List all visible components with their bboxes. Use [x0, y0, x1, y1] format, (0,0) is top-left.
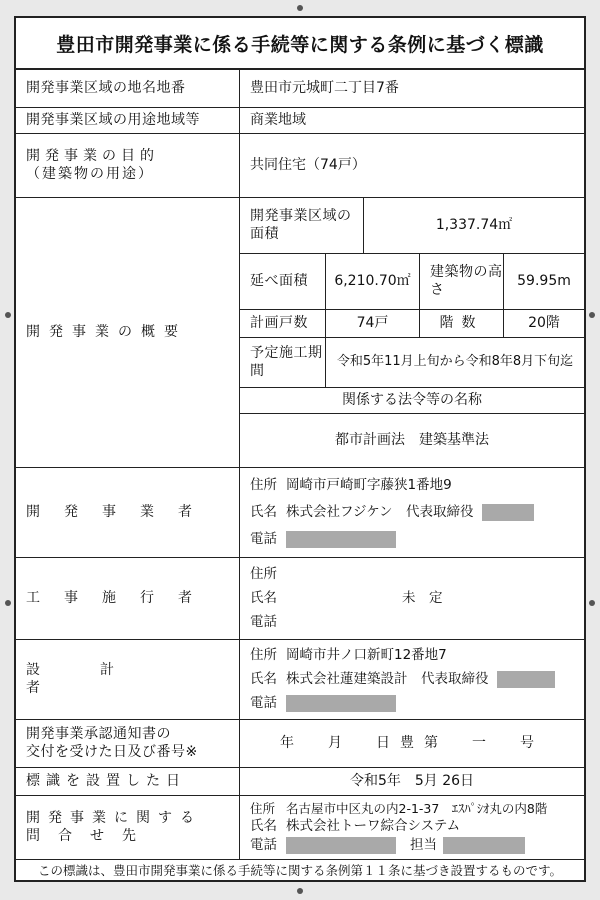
screw-icon [589, 600, 595, 606]
screw-icon [5, 312, 11, 318]
label-contractor: 工事施行者 [16, 558, 240, 640]
developer-address: 岡崎市戸崎町字藤狭1番地9 [286, 477, 452, 494]
contractor-details [240, 558, 584, 640]
label-overview: 開発事業の概要 [16, 198, 240, 468]
inquiry-details [240, 796, 584, 860]
inquiry-name: 株式会社トーワ綜合システム [286, 818, 461, 835]
contractor-phone-key: 電話 [250, 614, 277, 631]
label-laws: 関係する法令等の名称 [240, 388, 584, 414]
label-inquiry-line1: 開発事業に関する [26, 810, 202, 826]
designer-phone-key: 電話 [250, 694, 277, 711]
contractor-name-key: 氏名 [250, 590, 277, 607]
label-purpose-line2: （建築物の用途） [26, 165, 154, 182]
inquiry-address: 名古屋市中区丸の内2-1-37 ｴｽﾊﾟｼｵ丸の内8階 [286, 800, 548, 816]
developer-details [240, 468, 584, 558]
label-units: 計画戸数 [240, 310, 326, 338]
designer-details [240, 640, 584, 720]
developer-address-key: 住所 [250, 477, 277, 494]
value-area-name: 豊田市元城町二丁目7番 [240, 70, 584, 108]
value-floor-area: 6,210.70㎡ [326, 254, 420, 310]
redacted-developer-phone [286, 531, 396, 548]
label-approval-line2: 交付を受けた日及び番号※ [26, 743, 198, 760]
value-approval: 年 月 日豊第 一 号 [240, 720, 584, 768]
redacted-inquiry-phone [286, 837, 396, 854]
label-height: 建築物の高さ [420, 254, 504, 310]
label-zoning: 開発事業区域の用途地域等 [16, 108, 240, 134]
screw-icon [5, 600, 11, 606]
developer-phone-key: 電話 [250, 531, 277, 548]
label-approval [16, 720, 240, 768]
label-purpose-line1: 開発事業の目的 [26, 148, 159, 164]
developer-name: 株式会社フジケン 代表取締役 [286, 503, 474, 520]
screw-icon [297, 5, 303, 11]
label-inquiry-line2: 問合せ先 [26, 827, 154, 844]
label-purpose [16, 134, 240, 198]
redacted-designer-representative [497, 671, 555, 688]
value-posted: 令和5年 5月 26日 [240, 768, 584, 796]
developer-name-key: 氏名 [250, 503, 277, 520]
inquiry-contact-key: 担当 [410, 837, 437, 854]
label-designer: 設計者 [16, 640, 240, 720]
redacted-designer-phone [286, 695, 396, 712]
label-floors: 階数 [420, 310, 504, 338]
redacted-inquiry-contact [443, 837, 525, 854]
designer-address-key: 住所 [250, 647, 277, 664]
label-schedule: 予定施工期間 [240, 338, 326, 388]
contractor-status: 未 定 [402, 590, 443, 607]
designer-name-key: 氏名 [250, 670, 277, 687]
label-inquiry [16, 796, 240, 860]
inquiry-address-key: 住所 [250, 800, 276, 816]
inquiry-name-key: 氏名 [250, 818, 277, 835]
redacted-representative [482, 504, 534, 521]
designer-address: 岡崎市井ノ口新町12番地7 [286, 647, 447, 664]
label-posted: 標識を設置した日 [16, 768, 240, 796]
value-schedule: 令和5年11月上旬から令和8年8月下旬迄 [326, 338, 584, 388]
value-height: 59.95m [504, 254, 584, 310]
contractor-address-key: 住所 [250, 565, 277, 582]
value-zoning: 商業地域 [240, 108, 584, 134]
label-floor-area: 延べ面積 [240, 254, 326, 310]
value-floors: 20階 [504, 310, 584, 338]
sign-footer: この標識は、豊田市開発事業に係る手続等に関する条例第１１条に基づき設置するものです。 [37, 863, 562, 878]
value-purpose: 共同住宅（74戸） [240, 134, 584, 198]
designer-name: 株式会社蓮建築設計 代表取締役 [286, 670, 489, 687]
screw-icon [589, 312, 595, 318]
label-site-area: 開発事業区域の面積 [240, 198, 364, 254]
sign-board [14, 16, 586, 882]
screw-icon [297, 888, 303, 894]
label-area-name: 開発事業区域の地名地番 [16, 70, 240, 108]
value-site-area: 1,337.74㎡ [364, 198, 584, 254]
value-units: 74戸 [326, 310, 420, 338]
sign-title: 豊田市開発事業に係る手続等に関する条例に基づく標識 [16, 18, 584, 70]
value-laws: 都市計画法 建築基準法 [240, 414, 584, 468]
label-developer: 開発事業者 [16, 468, 240, 558]
inquiry-phone-key: 電話 [250, 837, 277, 854]
label-approval-line1: 開発事業承認通知書の [26, 726, 171, 742]
